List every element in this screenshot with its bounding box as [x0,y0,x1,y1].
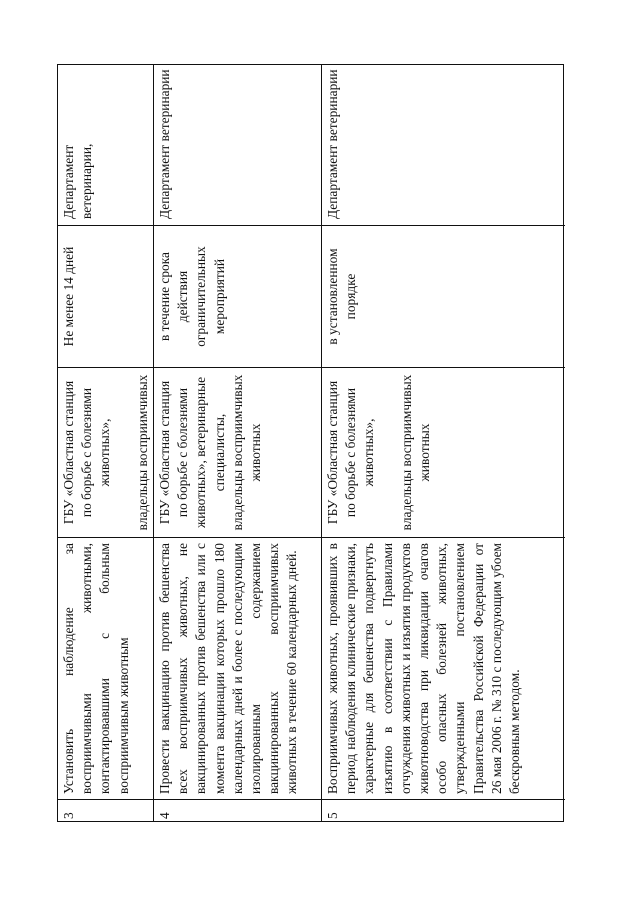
executor-cell [322,367,565,537]
term-cell: Не менее 14 дней [58,225,153,367]
executor-owners: владельцы восприимчивых животных [398,374,432,531]
row-number: 4 [154,799,321,821]
table-row [58,65,154,821]
action-cell: Провести вакцинацию против бешенства всех восприимчивых животных, не вакцинированных против бешенства или с момента вакцинации которых прошло 180 календарных дней и более с последующим изолированным содержанием вакцинированных восприимчивых животных в течение 60 календарных дней. [154,537,321,799]
table-row [322,65,565,821]
measures-table [57,64,564,822]
row-number: 3 [58,799,153,821]
executor-owners: владельцы восприимчивых [134,374,150,531]
table-row [154,65,322,821]
executor-organization: ГБУ «Областная станция по борьбе с болезнями животных», [61,380,113,525]
executor-cell [154,367,321,537]
control-cell: Департамент ветеринарии [157,69,172,219]
row-number: 5 [322,799,565,821]
action-cell: Восприимчивых животных, проявивших в период наблюдения клинические признаки, характерные для бешенства подвергнуть изъятию в соответствии с Правилами отчуждения животных и изъятия продуктов животноводства при ликвидации очагов особо опасных болезней животных, утвержденными постановлением Правительства Российской Федерации от 26 мая 2006 г. № 310 с последующим убоем бескровным методом. [322,537,565,799]
action-cell: Установить наблюдение за восприимчивыми животными, контактировавшими с больным восприимчивым животным [58,537,153,799]
term-cell: в установленном порядке [322,225,565,367]
executor-organization: ГБУ «Областная станция по борьбе с болезнями животных», ветеринарные специалисты, [157,376,227,529]
control-cell: Департамент ветеринарии, [61,143,95,219]
term-cell: в течение срока действия ограничительных мероприятий [154,225,321,367]
executor-organization: ГБУ «Областная станция по борьбе с болезнями животных», [325,380,377,525]
control-cell: Департамент ветеринарии [325,69,340,219]
executor-cell [58,367,153,537]
executor-owners: владельцы восприимчивых животных [229,374,264,531]
